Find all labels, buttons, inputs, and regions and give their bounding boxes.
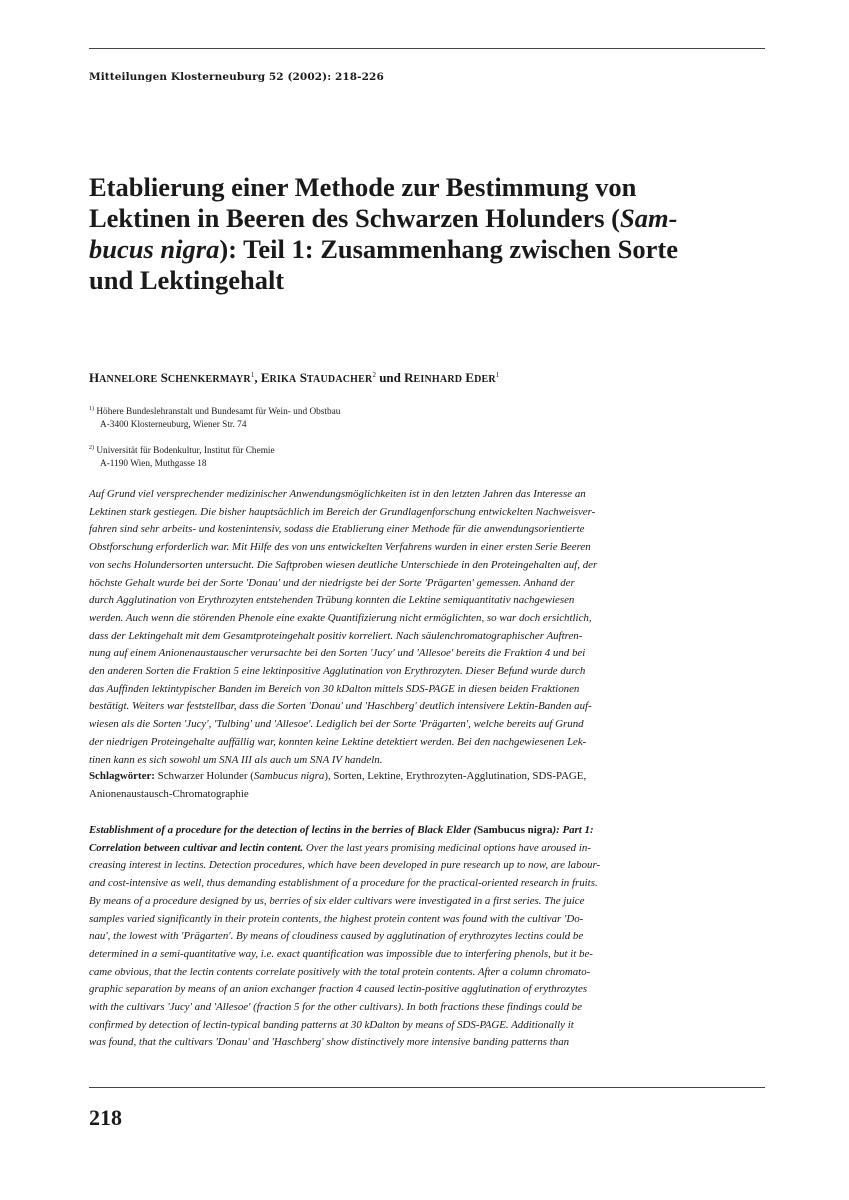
- affiliation: $^{1)}$ Höhere Bundeslehranstalt und Bundesamt für Wein- und Obstbau A-3400 Klosterneuburg, Wiener Str. 74: [89, 406, 341, 430]
- page-number: 218: [89, 1105, 122, 1130]
- abstract-line: höchste Gehalt wurde bei der Sorte 'Donau' und der niedrigste bei der Sorte 'Prägarten' gemessen. Anhand der: [89, 576, 575, 589]
- abstract-line: was found, that the cultivars 'Donau' and 'Haschberg' show distinctively more intensive banding patterns than: [89, 1036, 570, 1049]
- abstract-line: Correlation between cultivar and lectin content. Over the last years promising medicinal options have aroused in-: [89, 841, 591, 854]
- abstract-english: [89, 822, 765, 1052]
- author-name: REINHARD EDER$^1$: [404, 370, 500, 385]
- abstract-german: [89, 486, 765, 769]
- abstract-line: den anderen Sorten die Fraktion 5 eine lektinpositive Agglutination von Erythrozyten. Dieser Befund wurde durch: [89, 665, 586, 678]
- author-name: HANNELORE SCHENKERMAYR$^1$: [89, 370, 255, 385]
- title-line: und Lektingehalt: [89, 265, 285, 295]
- abstract-line: bestätigt. Weiters war feststellbar, dass die Sorten 'Donau' und 'Haschberg' deutlich intensivere Lektin-Banden auf-: [89, 700, 592, 713]
- title-line: Lektinen in Beeren des Schwarzen Holunders (Sam-: [89, 203, 678, 233]
- title-line: Etablierung einer Methode zur Bestimmung von: [89, 172, 637, 202]
- abstract-line: samples varied significantly in their protein contents, the highest protein content was found with the cultivar 'Do-: [89, 912, 584, 925]
- abstract-line: nau', the lowest with 'Prägarten'. By means of cloudiness caused by agglutination of erythrozytes lectins could be: [89, 930, 584, 943]
- abstract-line: came obvious, that the lectin contents correlate positively with the total protein contents. After a column chromato-: [89, 965, 591, 978]
- keywords-line: Schlagwörter: Schwarzer Holunder (Sambucus nigra), Sorten, Lektine, Erythrozyten-Agglutination, SDS-PAGE,: [89, 770, 587, 782]
- top-rule: [89, 48, 765, 49]
- abstract-line: von sechs Holundersorten untersucht. Die Saftproben wiesen deutliche Unterschiede in den Proteingehalten auf, der: [89, 558, 598, 571]
- abstract-line: tinen kann es sich sowohl um SNA III als auch um SNA IV handeln.: [89, 753, 383, 766]
- abstract-line: durch Agglutination von Erythrozyten entstehenden Trübung konnten die Lektine semiquantitativ nachgewiesen: [89, 594, 575, 607]
- author-name: ERIKA STAUDACHER$^2$: [260, 370, 376, 385]
- abstract-line: and cost-intensive as well, thus demanding establishment of a procedure for the practical-oriented research in fruits.: [89, 877, 598, 890]
- abstract-line: creasing interest in lectins. Detection procedures, which have been developed in pure research up to now, are labour-: [89, 859, 601, 872]
- abstract-line: determined in a semi-quantitative way, i.e. exact quantification was impossible due to interfering phenols, but it be-: [89, 947, 593, 960]
- article-title: [89, 172, 769, 296]
- keywords-line: Anionenaustausch-Chromatographie: [89, 787, 249, 800]
- author-conjunction: und: [379, 370, 401, 385]
- abstract-line: Establishment of a procedure for the detection of lectins in the berries of Black Elder (Sambucus nigra): Part 1:: [89, 824, 594, 836]
- abstract-line: confirmed by detection of lectin-typical banding patterns at 30 kDalton by means of SDS-PAGE. Additionally it: [89, 1018, 574, 1031]
- abstract-line: By means of a procedure designed by us, berries of six elder cultivars were investigated in a first series. The juice: [89, 894, 585, 907]
- author-list: HANNELORE SCHENKERMAYR$^1$, ERIKA STAUDACHER$^2$ und REINHARD EDER$^1$: [89, 370, 500, 385]
- abstract-line: der niedrigen Proteingehalte auffällig war, konnten keine Lektine detektiert werden. Bei den nachgewiesenen Lek-: [89, 735, 587, 748]
- abstract-line: graphic separation by means of an anion exchanger fraction 4 caused lectin-positive agglutination of erythrozytes: [89, 983, 588, 996]
- abstract-line: wiesen als die Sorten 'Jucy', 'Tulbing' und 'Allesoe'. Lediglich bei der Sorte 'Prägarten', welche bereits auf Grund: [89, 718, 584, 731]
- keywords: [89, 768, 765, 803]
- abstract-line: werden. Auch wenn die störenden Phenole eine exakte Quantifizierung nicht ermöglichten, so war doch ersichtlich,: [89, 611, 592, 624]
- abstract-line: Lektinen stark gestiegen. Die bisher hauptsächlich im Bereich der Grundlagenforschung entwickelten Nachweisver-: [89, 505, 596, 518]
- title-line: bucus nigra): Teil 1: Zusammenhang zwischen Sorte: [89, 234, 678, 264]
- abstract-line: fahren sind sehr arbeits- und kostenintensiv, sodass die Etablierung einer Methode für die anwendungsorientierte: [89, 523, 585, 536]
- abstract-line: Auf Grund viel versprechender medizinischer Anwendungsmöglichkeiten ist in den letzten Jahren das Interesse an: [89, 488, 586, 500]
- bottom-rule: [89, 1087, 765, 1088]
- abstract-line: dass der Lektingehalt mit dem Gesamtproteingehalt positiv korreliert. Nach säulenchromatographischer Auftren-: [89, 629, 583, 642]
- abstract-line: das Auffinden lektintypischer Banden im Bereich von 30 kDalton mittels SDS-PAGE in diesen beiden Fraktionen: [89, 682, 580, 695]
- abstract-line: nung auf einem Anionenaustauscher verursachte bei den Sorten 'Jucy' und 'Allesoe' bereits die Fraktion 4 und bei: [89, 647, 586, 660]
- affiliation: $^{2)}$ Universität für Bodenkultur, Institut für Chemie A-1190 Wien, Muthgasse 18: [89, 445, 275, 469]
- keywords-label: Schlagwörter:: [89, 770, 155, 782]
- journal-citation: Mitteilungen Klosterneuburg 52 (2002): 218-226: [89, 71, 384, 83]
- abstract-line: with the cultivars 'Jucy' and 'Allesoe' (fraction 5 for the other cultivars). In both fractions these findings could be: [89, 1001, 582, 1014]
- abstract-line: Obstforschung erforderlich war. Mit Hilfe des von uns entwickelten Verfahrens wurden in einer ersten Serie Beeren: [89, 541, 591, 554]
